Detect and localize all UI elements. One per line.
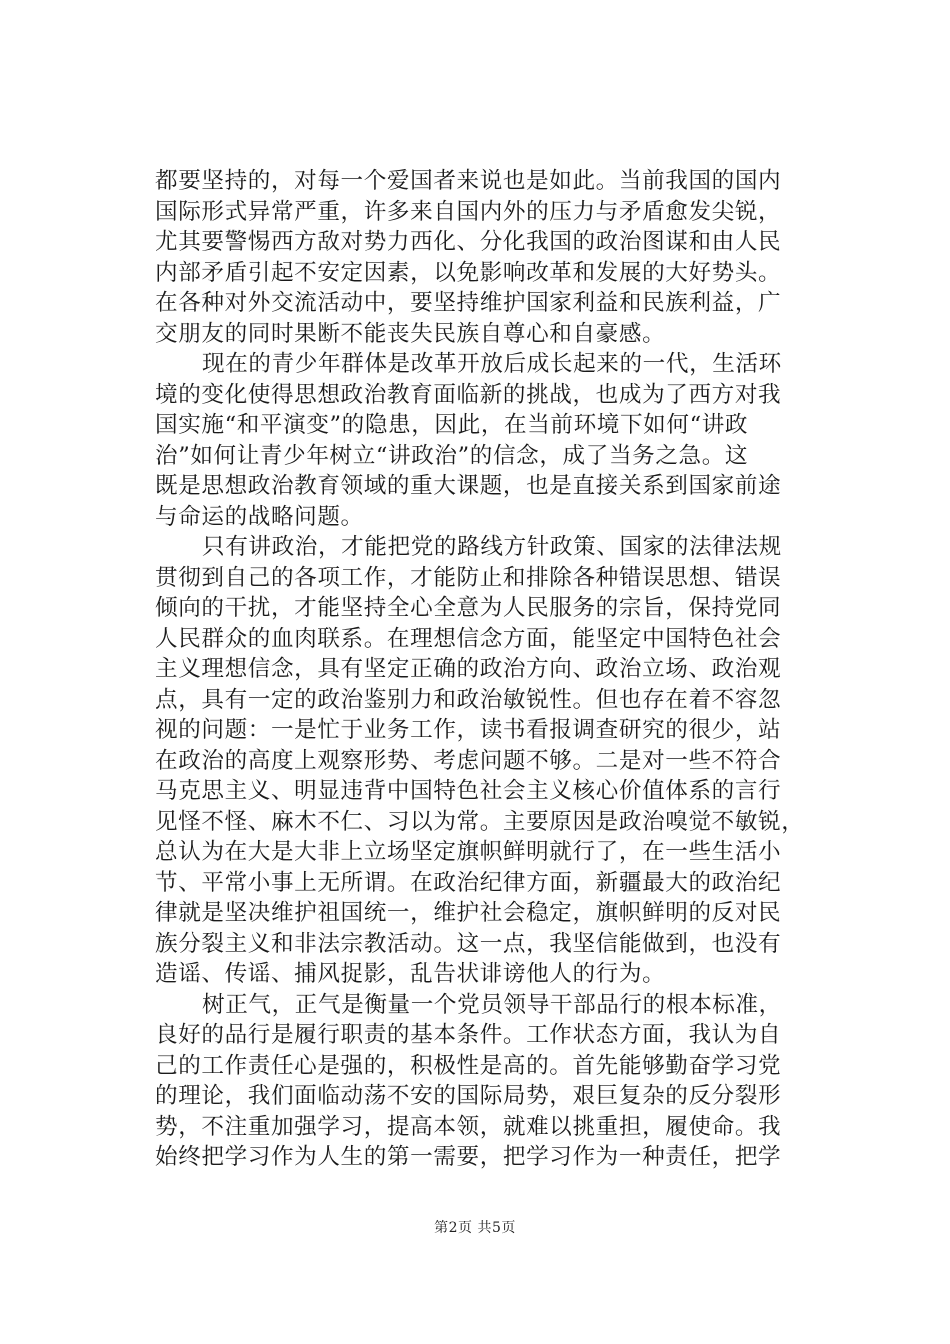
text-line: 造谣、传谣、捕风捉影，乱告状诽谤他人的行为。 [155, 961, 666, 987]
text-line: 己的工作责任心是强的，积极性是高的。首先能够勤奋学习党 [155, 1052, 782, 1079]
text-line: 贯彻到自己的各项工作，才能防止和排除各种错误思想、错误 [155, 564, 782, 591]
text-line: 都要坚持的，对每一个爱国者来说也是如此。当前我国的国内 [155, 168, 782, 194]
text-line: 尤其要警惕西方敌对势力西化、分化我国的政治图谋和由人民 [155, 229, 782, 255]
text-line: 节、平常小事上无所谓。在政治纪律方面，新疆最大的政治纪 [155, 869, 782, 896]
text-line: 只有讲政治，才能把党的路线方针政策、国家的法律法规 [202, 534, 782, 560]
text-line: 律就是坚决维护祖国统一，维护社会稳定，旗帜鲜明的反对民 [155, 900, 782, 926]
text-line: 点，具有一定的政治鉴别力和政治敏锐性。但也存在着不容忽 [155, 686, 782, 713]
text-line: 境的变化使得思想政治教育面临新的挑战，也成为了西方对我 [155, 381, 782, 408]
text-line: 势，不注重加强学习，提高本领，就难以挑重担，履使命。我 [155, 1113, 782, 1140]
text-line: 见怪不怪、麻木不仁、习以为常。主要原因是政治嗅觉不敏锐， [155, 808, 805, 835]
text-line: 国际形式异常严重，许多来自国内外的压力与矛盾愈发尖锐， [155, 198, 782, 225]
text-line: 始终把学习作为人生的第一需要，把学习作为一种责任，把学 [155, 1144, 782, 1170]
page-footer: 第2页 共5页 [434, 1220, 516, 1236]
text-line: 治”如何让青少年树立“讲政治”的信念，成了当务之急。这 [155, 442, 749, 469]
document-body [155, 166, 835, 1173]
text-line: 的理论，我们面临动荡不安的国际局势，艰巨复杂的反分裂形 [155, 1083, 782, 1109]
text-line: 交朋友的同时果断不能丧失民族自尊心和自豪感。 [155, 320, 666, 347]
text-line: 国实施“和平演变”的隐患，因此，在当前环境下如何“讲政 [155, 412, 749, 438]
text-line: 主义理想信念，具有坚定正确的政治方向、政治立场、政治观 [155, 656, 782, 682]
text-line: 现在的青少年群体是改革开放后成长起来的一代，生活环 [202, 351, 782, 377]
text-line: 马克思主义、明显违背中国特色社会主义核心价值体系的言行 [155, 778, 782, 804]
text-line: 内部矛盾引起不安定因素，以免影响改革和发展的大好势头。 [155, 259, 782, 286]
text-line: 在各种对外交流活动中，要坚持维护国家利益和民族利益，广 [155, 290, 782, 316]
text-line: 倾向的干扰，才能坚持全心全意为人民服务的宗旨，保持党同 [155, 595, 782, 621]
text-line: 既是思想政治教育领域的重大课题，也是直接关系到国家前途 [155, 473, 782, 499]
text-line: 族分裂主义和非法宗教活动。这一点，我坚信能做到，也没有 [155, 930, 782, 957]
text-line: 树正气，正气是衡量一个党员领导干部品行的根本标准， [202, 991, 782, 1018]
text-line: 人民群众的血肉联系。在理想信念方面，能坚定中国特色社会 [155, 625, 782, 652]
text-line: 视的问题：一是忙于业务工作，读书看报调查研究的很少，站 [155, 717, 782, 743]
text-line: 良好的品行是履行职责的基本条件。工作状态方面，我认为自 [155, 1022, 782, 1048]
text-line: 与命运的战略问题。 [155, 503, 364, 530]
text-line: 在政治的高度上观察形势、考虑问题不够。二是对一些不符合 [155, 747, 782, 774]
text-line: 总认为在大是大非上立场坚定旗帜鲜明就行了，在一些生活小 [155, 839, 782, 865]
